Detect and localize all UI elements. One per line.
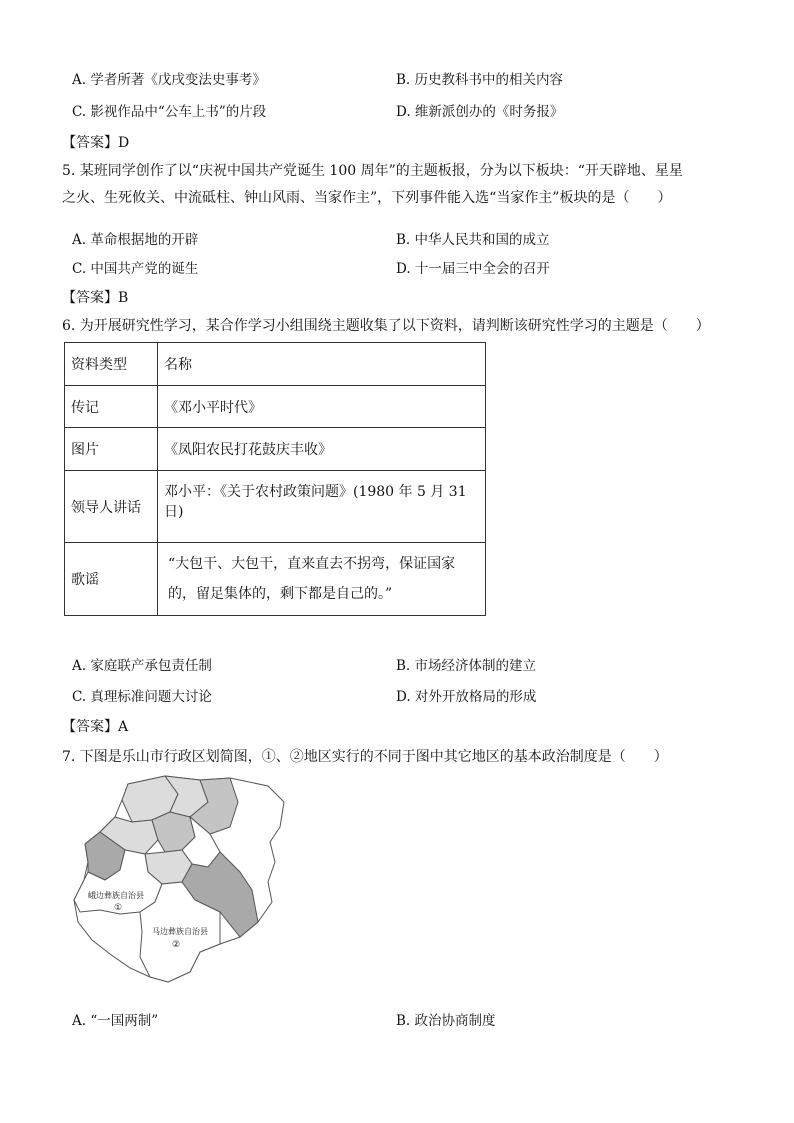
- map-marker-1: ①: [114, 903, 123, 913]
- table-row: [65, 428, 486, 471]
- table-row: [65, 386, 486, 428]
- q5-stem-line1: 5. 某班同学创作了以“庆祝中国共产党诞生 100 周年”的主题板报，分为以下板块：“开天辟地、星星: [62, 163, 683, 179]
- table-cell-type: 传记: [65, 386, 158, 428]
- table-header-type: 资料类型: [65, 343, 158, 386]
- table-cell-type: 歌谣: [65, 543, 158, 616]
- q6-option-a: A. 家庭联产承包责任制: [72, 658, 212, 674]
- q4-option-d: D. 维新派创办的《时务报》: [396, 104, 564, 120]
- table-cell-name: 《邓小平时代》: [158, 386, 486, 428]
- table-row: [65, 543, 486, 616]
- map-label-mabian: 马边彝族自治县: [152, 927, 208, 936]
- table-header-row: [65, 343, 486, 386]
- q6-option-c: C. 真理标准问题大讨论: [72, 689, 212, 705]
- q4-option-c: C. 影视作品中“公车上书”的片段: [72, 104, 267, 120]
- q5-option-d: D. 十一届三中全会的召开: [396, 261, 550, 277]
- table-header-name: 名称: [158, 343, 486, 386]
- table-cell-type: 图片: [65, 428, 158, 471]
- leshan-map: [70, 772, 300, 997]
- q6-stem: 6. 为开展研究性学习，某合作学习小组围绕主题收集了以下资料，请判断该研究性学习的主题是（ ）: [62, 318, 710, 334]
- q6-answer: 【答案】A: [62, 719, 129, 735]
- q7-stem: 7. 下图是乐山市行政区划简图，①、②地区实行的不同于图中其它地区的基本政治制度是（ ）: [62, 749, 668, 765]
- q6-option-d: D. 对外开放格局的形成: [396, 689, 537, 705]
- q6-material-table: [64, 342, 486, 616]
- q7-option-a: A. “一国两制”: [72, 1013, 159, 1029]
- table-cell-name: 邓小平：《关于农村政策问题》(1980 年 5 月 31 日): [158, 471, 486, 543]
- q5-option-a: A. 革命根据地的开辟: [72, 232, 199, 248]
- q7-option-b: B. 政治协商制度: [396, 1013, 496, 1029]
- table-cell-name: 《凤阳农民打花鼓庆丰收》: [158, 428, 486, 471]
- table-cell-name: “大包干、大包干，直来直去不拐弯，保证国家的，留足集体的，剩下都是自己的。”: [158, 543, 486, 616]
- q5-option-b: B. 中华人民共和国的成立: [396, 232, 550, 248]
- q5-option-c: C. 中国共产党的诞生: [72, 261, 199, 277]
- q5-stem: [62, 158, 734, 212]
- table-cell-type: 领导人讲话: [65, 471, 158, 543]
- map-marker-2: ②: [172, 940, 181, 950]
- q4-option-b: B. 历史教科书中的相关内容: [396, 72, 564, 88]
- table-row: [65, 471, 486, 543]
- map-label-ebian: 峨边彝族自治县: [88, 891, 144, 900]
- q6-option-b: B. 市场经济体制的建立: [396, 658, 537, 674]
- q4-option-a: A. 学者所著《戊戌变法史事考》: [72, 72, 266, 88]
- q4-answer: 【答案】D: [62, 135, 130, 151]
- q5-stem-line2: 之火、生死攸关、中流砥柱、钟山风雨、当家作主”，下列事件能入选“当家作主”板块的是（ ）: [62, 190, 672, 206]
- q5-answer: 【答案】B: [62, 290, 129, 306]
